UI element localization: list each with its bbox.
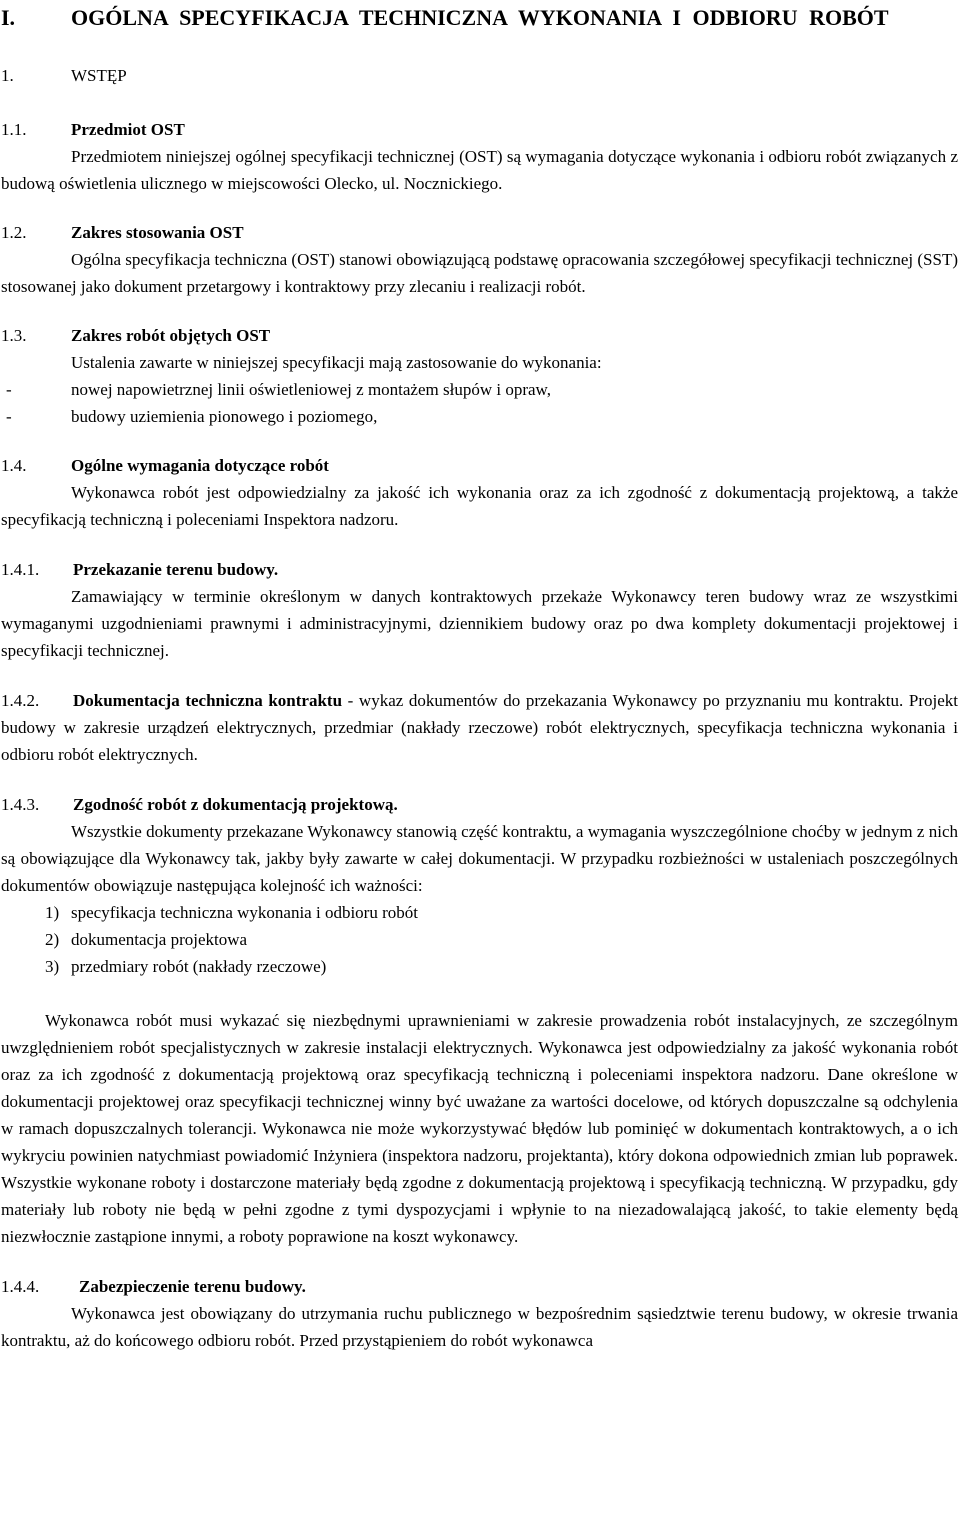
section-1-2-heading — [1, 219, 958, 246]
section-1-heading — [1, 62, 958, 89]
section-number: 1. — [1, 66, 14, 85]
section-title: Dokumentacja techniczna kontraktu — [73, 691, 343, 710]
section-number: 1.4.4. — [1, 1277, 40, 1296]
list-item — [1, 953, 958, 980]
title-text: OGÓLNA SPECYFIKACJA TECHNICZNA WYKONANIA I ODBIORU ROBÓT — [71, 5, 889, 30]
section-title: WSTĘP — [71, 66, 127, 85]
section-number: 1.1. — [1, 120, 27, 139]
section-number: 1.3. — [1, 326, 27, 345]
list-number: 3) — [45, 957, 60, 976]
list-number: 2) — [45, 930, 60, 949]
section-1-4-3-body: Wszystkie dokumenty przekazane Wykonawcy stanowią część kontraktu, a wymagania wyszczególnione choćby w jednym z nich są obowiązujące dla Wykonawcy tak, jakby były zawarte w całej dokumentacji. W przypadku rozbieżności w ustaleniach poszczególnych dokumentów obowiązuje następująca kolejność ich ważności: — [1, 822, 958, 895]
section-1-4-3-heading — [1, 791, 958, 818]
document-page — [0, 2, 960, 1529]
section-1-4-3-body-2: Wykonawca robót musi wykazać się niezbędnymi uprawnieniami w zakresie prowadzenia robót instalacyjnych, ze szczególnym uwzględnieniem robót specjalistycznych w zakresie instalacji elektrycznych. Wykonawca jest odpowiedzialny za jakość wykonania robót oraz za ich zgodność z dokumentacją projektową oraz specyfikacją techniczną i poleceniami inspektora nadzoru. Dane określone w dokumentacji projektowej oraz specyfikacji technicznej winny być uważane za wartości docelowe, od których dopuszczalne są odchylenia w ramach dopuszczalnych tolerancji. Wykonawca nie może wykorzystywać błędów lub pominięć w dokumentach kontraktowych, a o ich wykryciu powinien natychmiast powiadomić Inżyniera (inspektora nadzoru, projektanta), który dokona odpowiednich zmian lub poprawek. Wszystkie wykonane roboty i dostarczone materiały będą zgodne z dokumentacją projektową i specyfikacją techniczną. W przypadku, gdy materiały lub roboty nie będą w pełni zgodne z tymi dyspozycjami i wpłynie to na niezadowalającą jakość, to takie elementy będą niezwłocznie zastąpione innymi, a roboty poprawione na koszt wykonawcy. — [1, 1011, 958, 1246]
section-title: Przekazanie terenu budowy. — [73, 560, 279, 579]
section-title: Zgodność robót z dokumentacją projektową. — [73, 795, 398, 814]
section-1-3-heading — [1, 322, 958, 349]
section-1-4-2-body: - wykaz dokumentów do przekazania Wykonawcy po przyznaniu mu kontraktu. Projekt budowy w zakresie urządzeń elektrycznych, przedmiar (nakłady rzeczowe) robót elektrycznych, specyfikacja techniczna wykonania i odbioru robót elektrycznych. — [1, 691, 958, 764]
section-number: 1.4.2. — [1, 691, 40, 710]
list-item-text: budowy uziemienia pionowego i poziomego, — [71, 407, 378, 426]
section-title: Ogólne wymagania dotyczące robót — [71, 456, 329, 475]
section-1-4-heading — [1, 452, 958, 479]
section-1-4-1-heading — [1, 556, 958, 583]
section-1-3-intro: Ustalenia zawarte w niniejszej specyfikacji mają zastosowanie do wykonania: — [71, 353, 602, 372]
section-title: Zabezpieczenie terenu budowy. — [79, 1277, 306, 1296]
list-dash: - — [6, 407, 12, 426]
section-1-4-4-body: Wykonawca jest obowiązany do utrzymania ruchu publicznego w bezpośrednim sąsiedztwie terenu budowy, w okresie trwania kontraktu, aż do końcowego odbioru robót. Przed przystąpieniem do robót wykonawca — [1, 1304, 958, 1350]
section-title: Przedmiot OST — [71, 120, 185, 139]
priority-list — [1, 899, 958, 980]
list-dash: - — [6, 380, 12, 399]
section-title: Zakres stosowania OST — [71, 223, 244, 242]
list-item-text: przedmiary robót (nakłady rzeczowe) — [71, 957, 327, 976]
section-title: Zakres robót objętych OST — [71, 326, 271, 345]
section-1-4-2-paragraph — [1, 687, 958, 768]
list-item-text: specyfikacja techniczna wykonania i odbioru robót — [71, 903, 418, 922]
section-1-2-body: Ogólna specyfikacja techniczna (OST) stanowi obowiązującą podstawę opracowania szczegółowej specyfikacji technicznej (SST) stosowanej jako dokument przetargowy i kontraktowy przy zlecaniu i realizacji robót. — [1, 250, 958, 296]
spacer — [1, 980, 958, 1007]
section-number: 1.2. — [1, 223, 27, 242]
list-item — [1, 899, 958, 926]
section-1-1-body: Przedmiotem niniejszej ogólnej specyfikacji technicznej (OST) są wymagania dotyczące wykonania i odbioru robót związanych z budową oświetlenia ulicznego w miejscowości Olecko, ul. Nocznickiego. — [1, 147, 958, 193]
title-number: I. — [1, 5, 16, 30]
section-number: 1.4.1. — [1, 560, 40, 579]
section-1-1-heading — [1, 116, 958, 143]
section-1-4-2 — [1, 687, 958, 768]
section-1-4-1-body: Zamawiający w terminie określonym w danych kontraktowych przekaże Wykonawcy teren budowy wraz ze wszystkimi wymaganymi uzgodnieniami prawnymi i administracyjnymi, dziennikiem budowy oraz po dwa komplety dokumentacji projektowej i specyfikacji technicznej. — [1, 587, 958, 660]
section-number: 1.4. — [1, 456, 27, 475]
section-1-4-4-heading — [1, 1273, 958, 1300]
list-item — [1, 926, 958, 953]
section-1-4-body: Wykonawca robót jest odpowiedzialny za jakość ich wykonania oraz za ich zgodność z dokumentacją projektową, a także specyfikacją techniczną i poleceniami Inspektora nadzoru. — [1, 483, 958, 529]
list-item-text: dokumentacja projektowa — [71, 930, 248, 949]
list-number: 1) — [45, 903, 60, 922]
list-item-text: nowej napowietrznej linii oświetleniowej z montażem słupów i opraw, — [71, 380, 551, 399]
document-title — [1, 2, 958, 34]
list-item — [1, 403, 958, 430]
section-number: 1.4.3. — [1, 795, 40, 814]
list-item — [1, 376, 958, 403]
